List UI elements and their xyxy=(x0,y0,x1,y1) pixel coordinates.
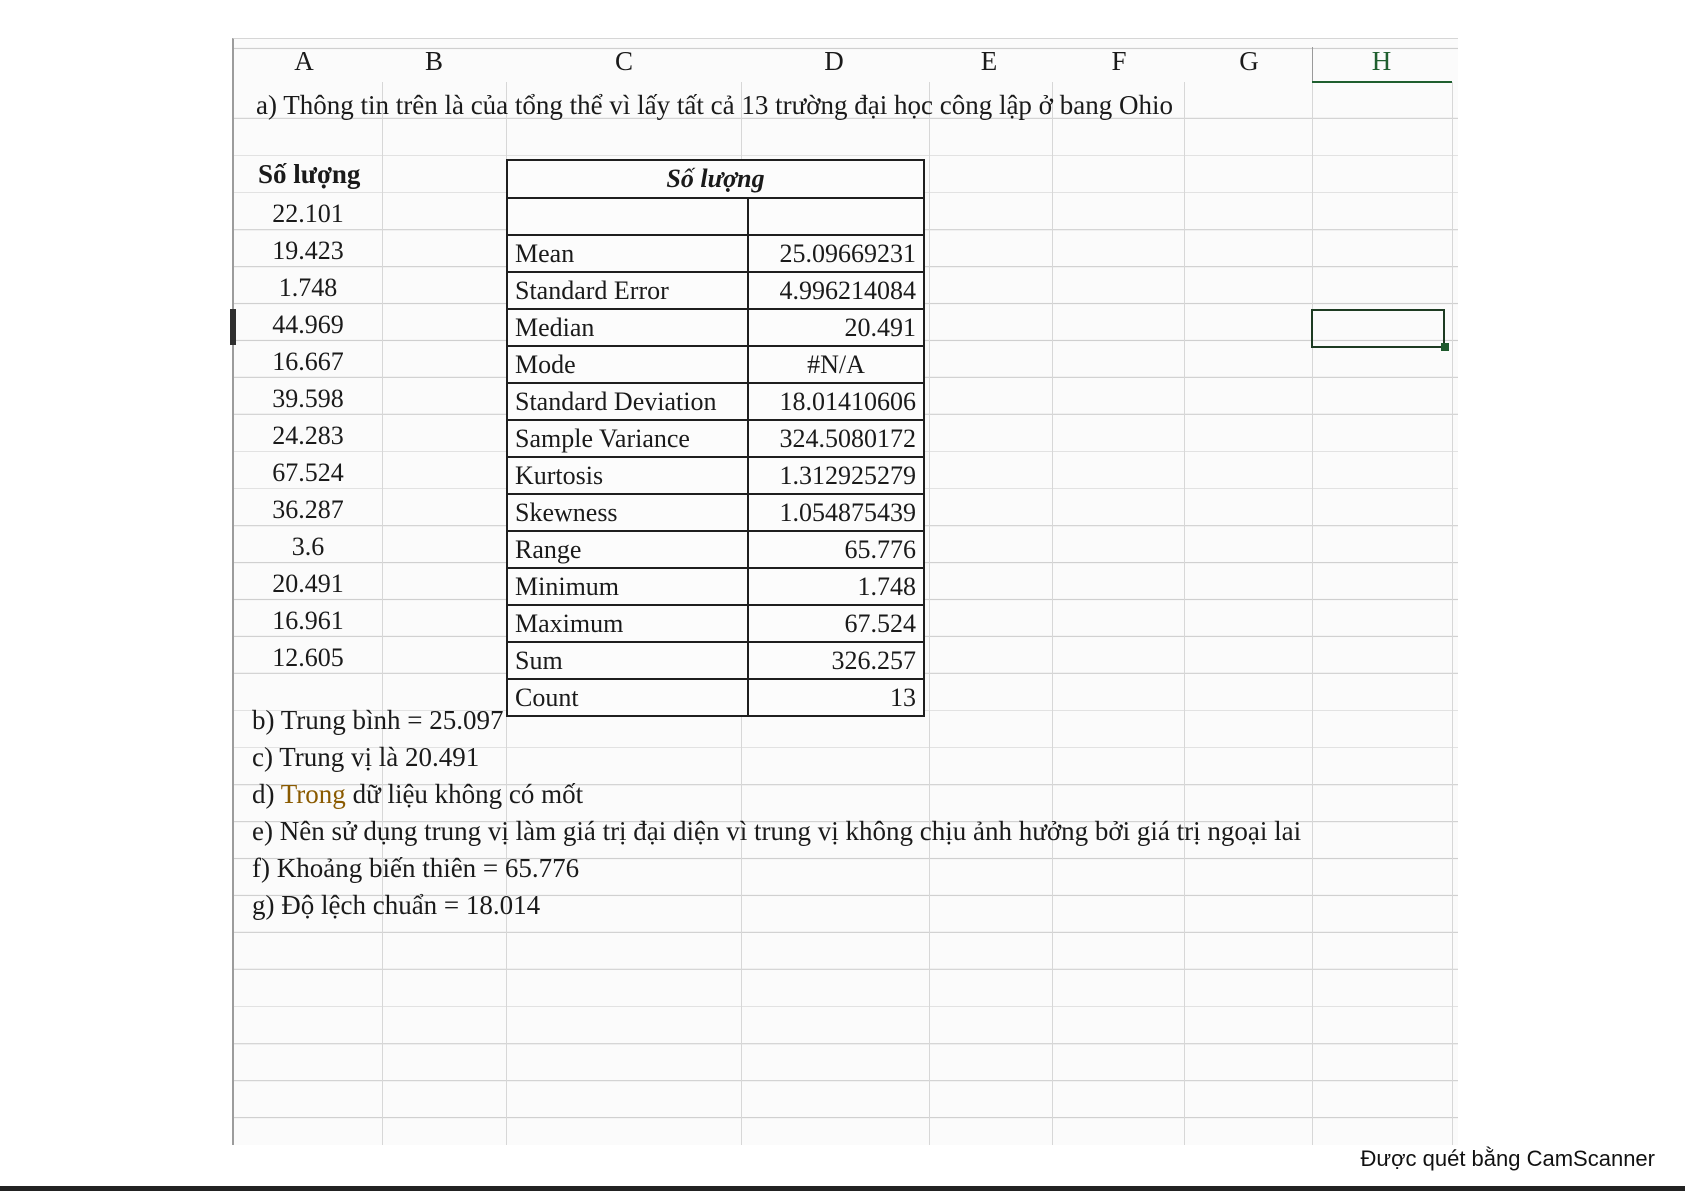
stats-value-mean[interactable]: 25.09669231 xyxy=(748,235,924,272)
column-header-divider xyxy=(1312,47,1313,83)
stats-label-standard-deviation[interactable]: Standard Deviation xyxy=(507,383,748,420)
data-cell[interactable]: 3.6 xyxy=(291,532,325,561)
grid-line xyxy=(1052,82,1053,1145)
data-cell[interactable]: 16.961 xyxy=(272,606,344,635)
stats-value-range[interactable]: 65.776 xyxy=(748,531,924,568)
data-cell[interactable]: 44.969 xyxy=(272,310,344,339)
column-header-h[interactable]: H xyxy=(1371,46,1392,76)
stats-label-mode[interactable]: Mode xyxy=(507,346,748,383)
answer-d-prefix: d) xyxy=(252,779,281,809)
grid-line xyxy=(1184,82,1185,1145)
data-cell[interactable]: 1.748 xyxy=(278,273,338,302)
stats-label-median[interactable]: Median xyxy=(507,309,748,346)
stats-value-minimum[interactable]: 1.748 xyxy=(748,568,924,605)
grid-line xyxy=(382,82,383,1145)
column-header-d[interactable]: D xyxy=(824,46,844,76)
answer-b[interactable]: b) Trung bình = 25.097 xyxy=(252,705,504,735)
stats-label-maximum[interactable]: Maximum xyxy=(507,605,748,642)
stats-value-standard-error[interactable]: 4.996214084 xyxy=(748,272,924,309)
stats-value-maximum[interactable]: 67.524 xyxy=(748,605,924,642)
spreadsheet-grid xyxy=(232,38,1458,1145)
stats-label-skewness[interactable]: Skewness xyxy=(507,494,748,531)
data-cell[interactable]: 24.283 xyxy=(272,421,344,450)
stats-label-range[interactable]: Range xyxy=(507,531,748,568)
selected-cell[interactable] xyxy=(1311,309,1445,348)
column-header-g[interactable]: G xyxy=(1239,46,1259,76)
grid-line xyxy=(1312,82,1313,1145)
column-header-a[interactable]: A xyxy=(294,46,314,76)
stats-empty-cell[interactable] xyxy=(507,198,748,235)
column-header-e[interactable]: E xyxy=(980,46,998,76)
stats-empty-cell[interactable] xyxy=(748,198,924,235)
stats-label-mean[interactable]: Mean xyxy=(507,235,748,272)
column-header-c[interactable]: C xyxy=(614,46,633,76)
answer-c[interactable]: c) Trung vị là 20.491 xyxy=(252,742,480,772)
question-a-heading[interactable]: a) Thông tin trên là của tổng thể vì lấy tất cả 13 trường đại học công lập ở bang Ohio xyxy=(256,90,1173,120)
answer-d-accent: Trong xyxy=(280,779,346,809)
answer-e[interactable]: e) Nên sử dụng trung vị làm giá trị đại diện vì trung vị không chịu ảnh hưởng bởi giá trị ngoại lai xyxy=(252,816,1302,846)
data-cell[interactable]: 16.667 xyxy=(272,347,344,376)
answer-f[interactable]: f) Khoảng biến thiên = 65.776 xyxy=(252,853,580,883)
stats-value-median[interactable]: 20.491 xyxy=(748,309,924,346)
stats-label-sample-variance[interactable]: Sample Variance xyxy=(507,420,748,457)
data-cell[interactable]: 67.524 xyxy=(272,458,344,487)
stats-value-kurtosis[interactable]: 1.312925279 xyxy=(748,457,924,494)
stats-value-skewness[interactable]: 1.054875439 xyxy=(748,494,924,531)
active-column-indicator xyxy=(1312,81,1452,83)
stats-value-count[interactable]: 13 xyxy=(748,679,924,716)
answer-g[interactable]: g) Độ lệch chuẩn = 18.014 xyxy=(252,890,541,920)
answer-d[interactable] xyxy=(252,781,583,808)
stats-value-sum[interactable]: 326.257 xyxy=(748,642,924,679)
grid-line xyxy=(929,82,930,1145)
grid-line xyxy=(1452,82,1453,1145)
stats-label-minimum[interactable]: Minimum xyxy=(507,568,748,605)
stats-label-standard-error[interactable]: Standard Error xyxy=(507,272,748,309)
data-cell[interactable]: 39.598 xyxy=(272,384,344,413)
column-header-f[interactable]: F xyxy=(1111,46,1127,76)
data-column-header[interactable]: Số lượng xyxy=(258,159,361,189)
answer-d-rest: dữ liệu không có mốt xyxy=(345,779,584,809)
bottom-divider xyxy=(0,1186,1685,1191)
camscanner-watermark: Được quét bằng CamScanner xyxy=(1360,1146,1655,1171)
stats-value-mode[interactable]: #N/A xyxy=(748,346,924,383)
data-cell[interactable]: 22.101 xyxy=(272,199,344,228)
stats-table-title[interactable]: Số lượng xyxy=(507,160,924,198)
stats-value-sample-variance[interactable]: 324.5080172 xyxy=(748,420,924,457)
stats-label-kurtosis[interactable]: Kurtosis xyxy=(507,457,748,494)
stats-label-sum[interactable]: Sum xyxy=(507,642,748,679)
column-header-b[interactable]: B xyxy=(424,46,443,76)
stats-value-standard-deviation[interactable]: 18.01410606 xyxy=(748,383,924,420)
data-cell[interactable]: 20.491 xyxy=(272,569,344,598)
data-cell[interactable]: 19.423 xyxy=(272,236,344,265)
data-cell[interactable]: 12.605 xyxy=(272,643,344,672)
data-cell[interactable]: 36.287 xyxy=(272,495,344,524)
descriptive-statistics-table xyxy=(506,159,925,717)
stats-label-count[interactable]: Count xyxy=(507,679,748,716)
fill-handle[interactable] xyxy=(1441,343,1449,351)
